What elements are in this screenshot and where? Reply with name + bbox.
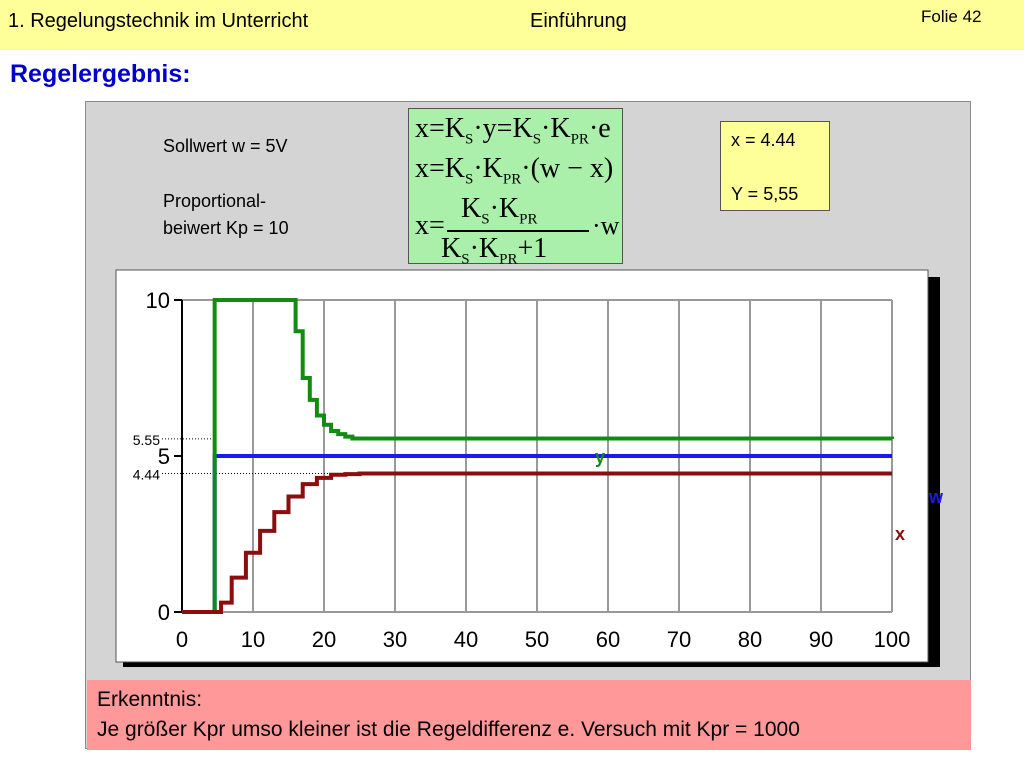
x-tick-label: 90 (808, 627, 834, 652)
y-tick-label: 5 (157, 444, 170, 469)
insight-heading: Erkenntnis: (97, 688, 203, 711)
annotation-label: 4.44 (132, 466, 160, 483)
gain-label-line1: Proportional- (163, 191, 267, 211)
result-x: x = 4.44 (731, 130, 796, 150)
x-tick-label: 0 (175, 627, 189, 652)
formula-row-3-lhs: x= (415, 210, 445, 241)
x-tick-label: 60 (595, 627, 621, 652)
x-tick-label: 100 (873, 627, 911, 652)
setpoint-label: Sollwert w = 5V (163, 136, 288, 156)
topic-title: Einführung (530, 10, 627, 32)
formula-row-3-w: ·w (592, 211, 620, 240)
y-tick-label: 0 (157, 600, 170, 625)
x-tick-label: 40 (453, 627, 479, 652)
x-tick-label: 10 (240, 627, 266, 652)
page-title: Regelergebnis: (10, 60, 191, 88)
y-tick-label: 10 (145, 288, 170, 313)
chart-frame (116, 270, 928, 662)
course-title: 1. Regelungstechnik im Unterricht (8, 10, 309, 32)
series-label-x: x (895, 524, 906, 544)
x-tick-label: 70 (666, 627, 692, 652)
slide-number: Folie 42 (921, 7, 982, 26)
formula-numerator: $K_S\cdot K_{PR}$ (461, 193, 538, 228)
x-tick-label: 80 (737, 627, 763, 652)
insight-box (87, 680, 971, 750)
x-tick-label: 20 (311, 627, 337, 652)
series-label-y: y (595, 447, 606, 467)
formula-row-1: $x=K_S\cdot y=K_S\cdot K_{PR}\cdot e$ (415, 113, 611, 148)
formula-row-2: $x=K_S\cdot K_{PR}\cdot(w - x)$ (415, 153, 614, 188)
series-label-w: w (929, 487, 944, 507)
formula-denominator: $K_S\cdot K_{PR}+1$ (441, 233, 548, 268)
result-y: Y = 5,55 (731, 184, 799, 204)
x-tick-label: 50 (524, 627, 550, 652)
gain-label-line2: beiwert Kp = 10 (163, 218, 289, 238)
annotation-label: 5.55 (132, 431, 160, 448)
insight-text: Je größer Kpr umso kleiner ist die Regeldifferenz e. Versuch mit Kpr = 1000 (97, 718, 800, 741)
x-tick-label: 30 (382, 627, 408, 652)
